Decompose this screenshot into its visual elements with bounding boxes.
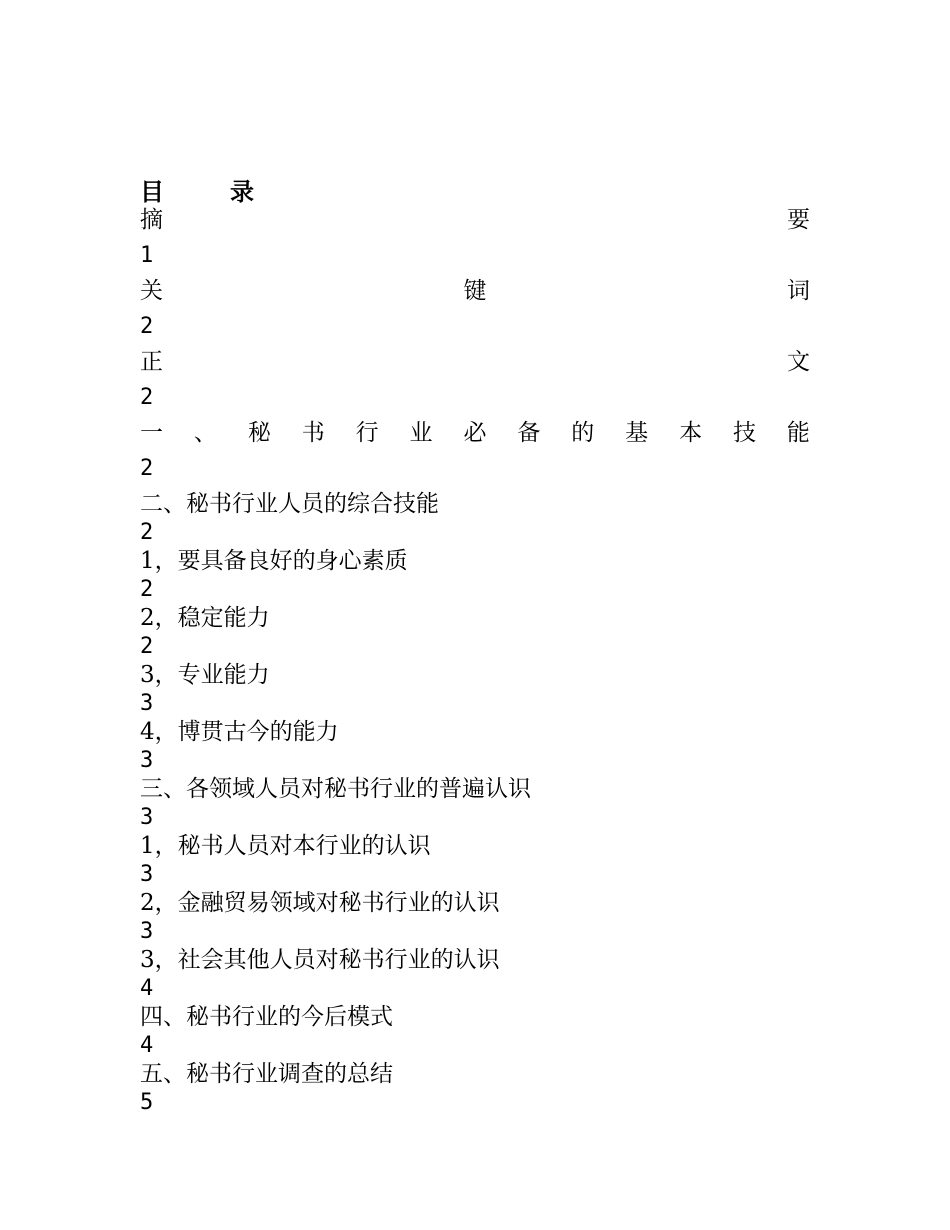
toc-entry-section-3: 三、各领域人员对秘书行业的普遍认识 <box>140 776 531 802</box>
toc-entry-3-2: 2，金融贸易领域对秘书行业的认识 <box>140 890 500 916</box>
toc-page-number: 3 <box>140 805 154 830</box>
toc-entry-section-1 <box>140 416 810 450</box>
toc-page-number: 3 <box>140 919 154 944</box>
toc-char: 备 <box>517 420 541 446</box>
toc-page-number: 3 <box>140 691 154 716</box>
toc-page-number: 2 <box>140 634 154 659</box>
toc-entry-2-3: 3，专业能力 <box>140 662 270 688</box>
toc-page-number: 3 <box>140 748 154 773</box>
toc-entry-2-1: 1，要具备良好的身心素质 <box>140 548 408 574</box>
toc-page-number: 1 <box>140 243 154 268</box>
toc-char: 文 <box>787 349 810 375</box>
toc-char: 的 <box>571 420 595 446</box>
toc-char: 本 <box>679 420 703 446</box>
toc-entry-body <box>140 345 810 379</box>
toc-entry-section-4: 四、秘书行业的今后模式 <box>140 1004 393 1030</box>
toc-char: 行 <box>355 420 379 446</box>
toc-char: 正 <box>140 349 163 375</box>
toc-entry-abstract <box>140 203 810 237</box>
toc-entry-section-2: 二、秘书行业人员的综合技能 <box>140 491 439 517</box>
toc-char: 技 <box>732 420 756 446</box>
toc-entry-keywords <box>140 274 810 308</box>
toc-char: 书 <box>301 420 325 446</box>
toc-char: 摘 <box>140 207 163 233</box>
toc-page-number: 3 <box>140 862 154 887</box>
toc-char: 词 <box>787 278 810 304</box>
toc-page-number: 5 <box>140 1090 154 1115</box>
toc-page-number: 4 <box>140 976 154 1001</box>
toc-entry-section-5: 五、秘书行业调查的总结 <box>140 1061 393 1087</box>
toc-char: 关 <box>140 278 163 304</box>
toc-title-left: 目 <box>140 177 164 206</box>
toc-char: 能 <box>786 420 810 446</box>
toc-entry-2-2: 2，稳定能力 <box>140 605 270 631</box>
toc-page-number: 2 <box>140 577 154 602</box>
toc-char: 要 <box>787 207 810 233</box>
toc-char: 秘 <box>247 420 271 446</box>
toc-page-number: 2 <box>140 385 154 410</box>
toc-entry-3-3: 3，社会其他人员对秘书行业的认识 <box>140 947 500 973</box>
toc-page-number: 2 <box>140 456 154 481</box>
toc-page-number: 2 <box>140 314 154 339</box>
toc-title-right: 录 <box>230 177 254 206</box>
toc-char: 、 <box>193 420 217 446</box>
toc-page-number: 4 <box>140 1033 154 1058</box>
toc-entry-2-4: 4，博贯古今的能力 <box>140 719 339 745</box>
toc-char: 业 <box>409 420 433 446</box>
toc-char: 一 <box>140 420 163 446</box>
toc-char: 必 <box>463 420 487 446</box>
toc-char: 键 <box>463 278 487 304</box>
toc-page-number: 2 <box>140 520 154 545</box>
toc-entry-3-1: 1，秘书人员对本行业的认识 <box>140 833 431 859</box>
toc-char: 基 <box>625 420 649 446</box>
